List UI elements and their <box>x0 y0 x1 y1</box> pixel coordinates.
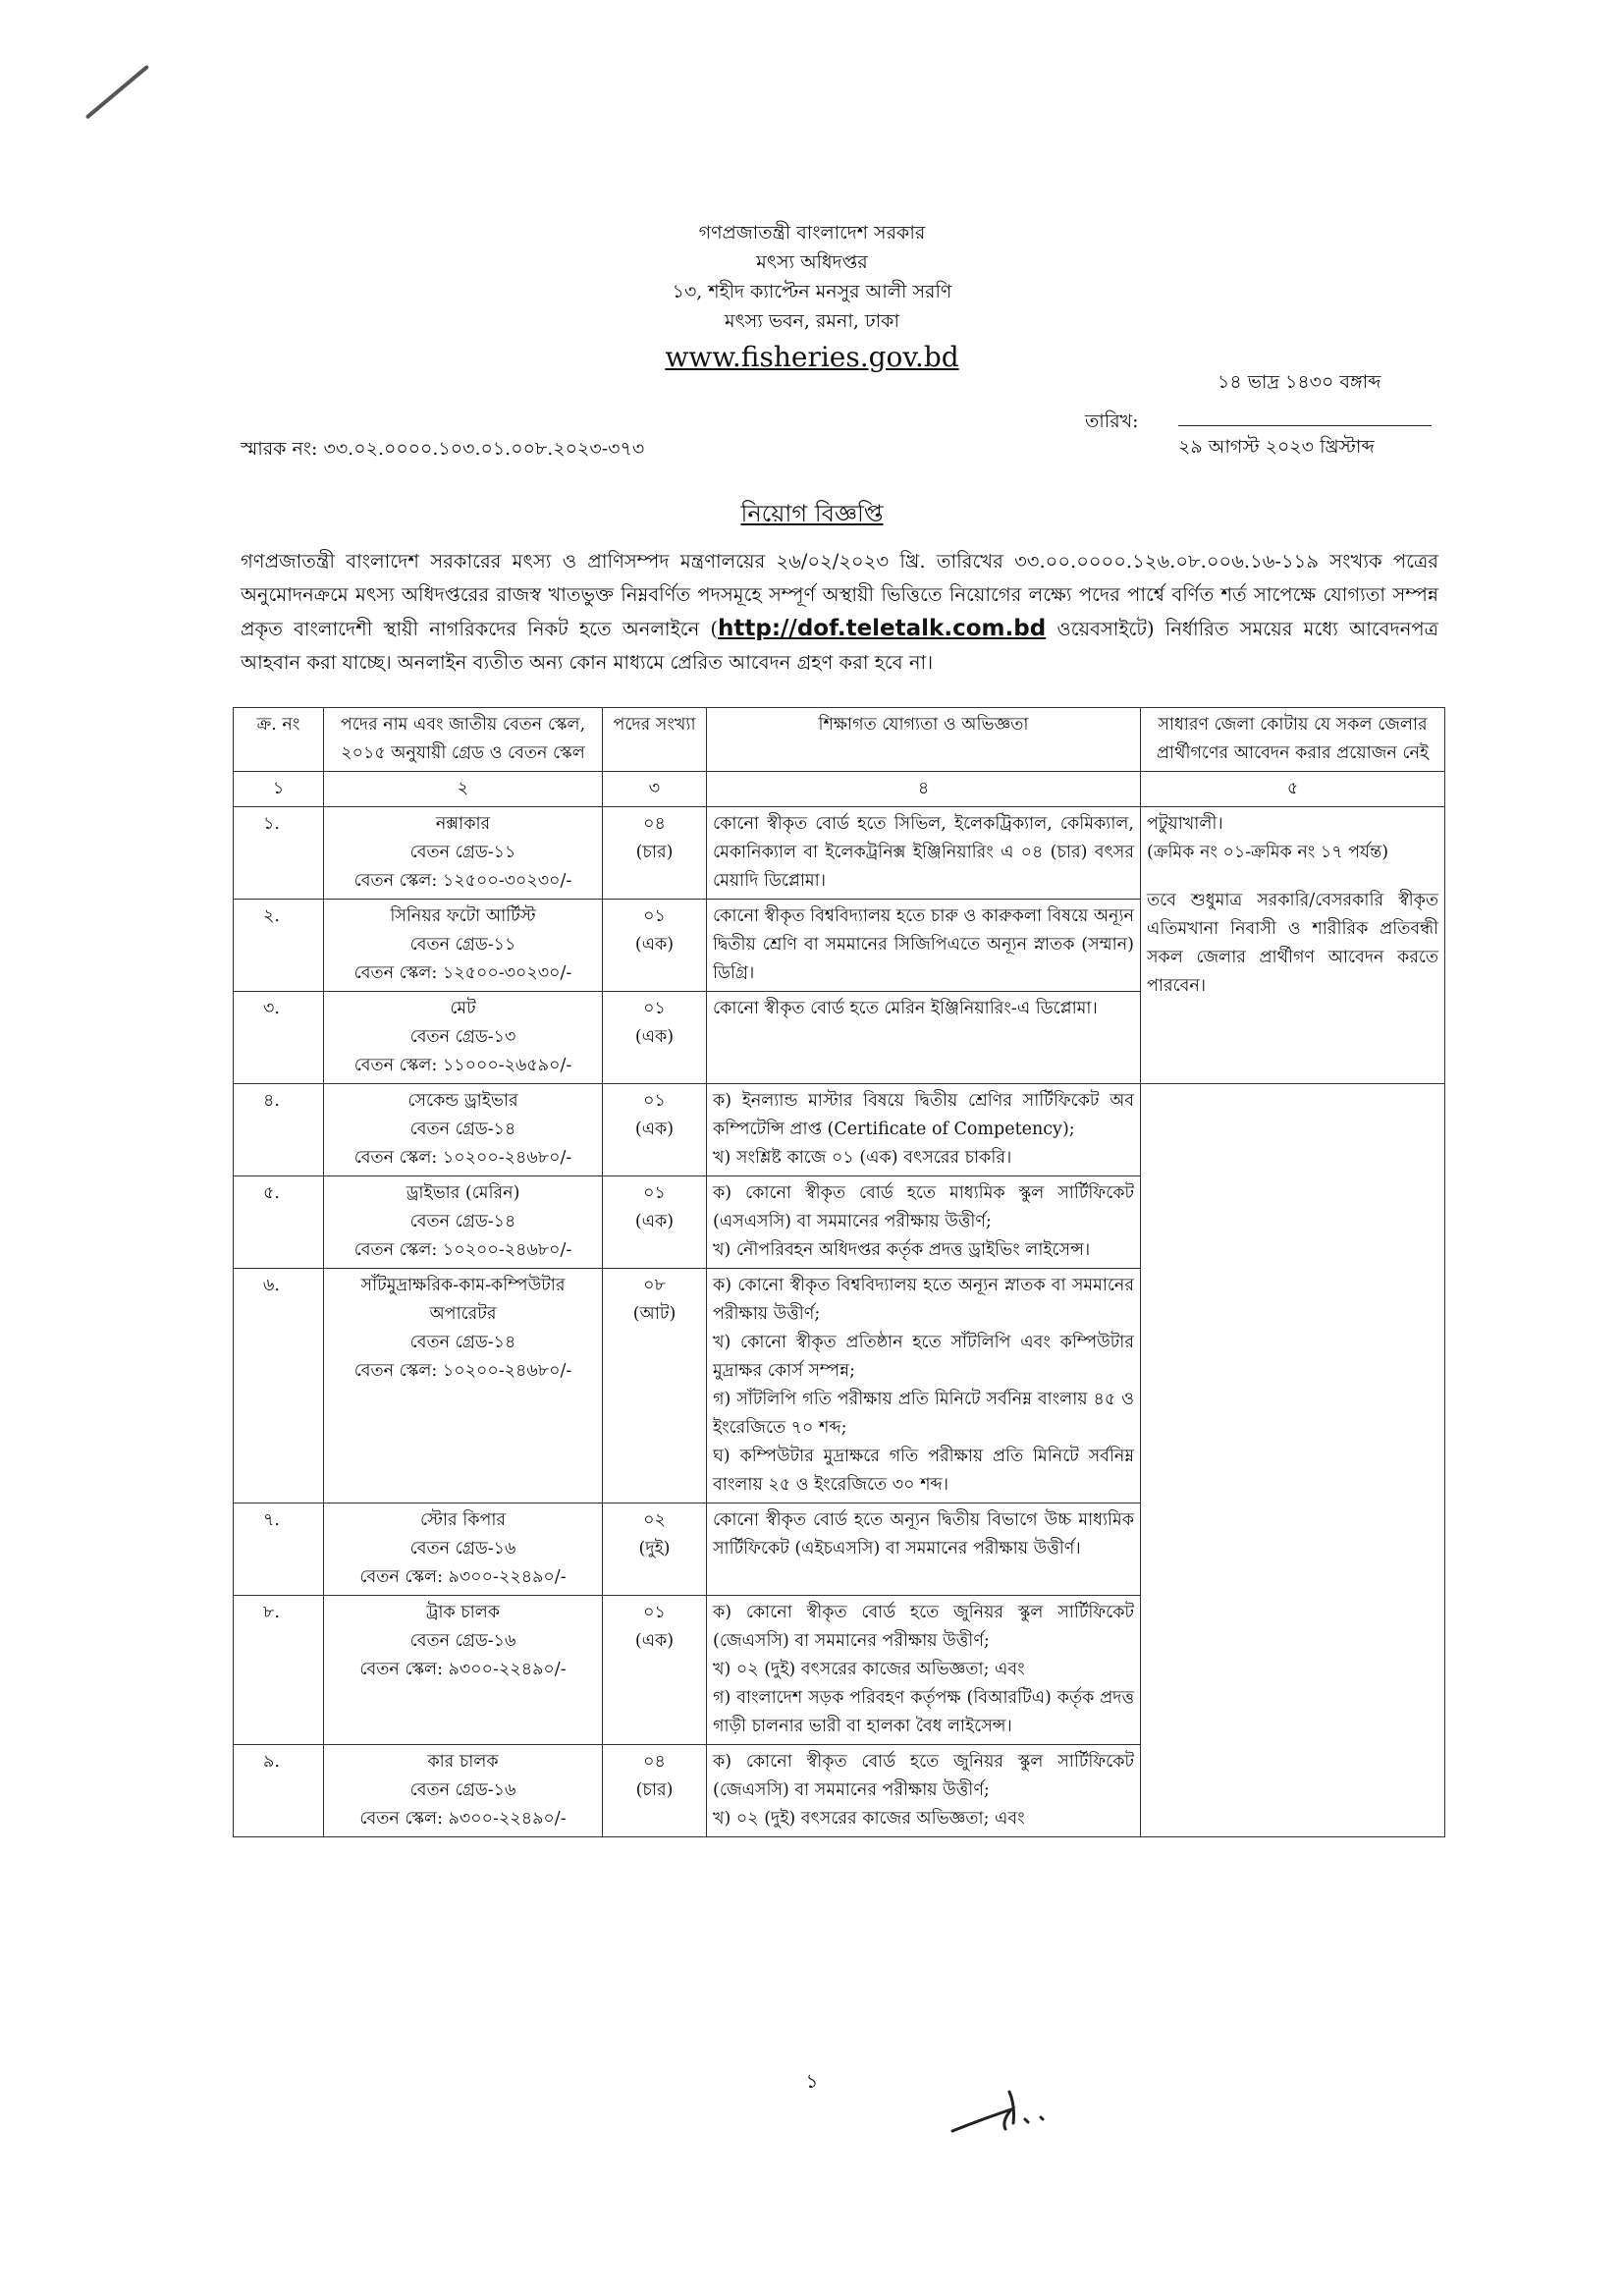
table-row <box>234 807 1445 900</box>
post-count: ০১ <box>643 1091 666 1111</box>
qualification-item: কোনো স্বীকৃত বোর্ড হতে মেরিন ইঞ্জিনিয়ারিং-এ ডিপ্লোমা। <box>713 999 1098 1018</box>
qualification-item: ক) কোনো স্বীকৃত বিশ্ববিদ্যালয় হতে অন্যূন স্নাতক বা সমমানের পরীক্ষায় উত্তীর্ণ; <box>713 1276 1134 1324</box>
post-count: ০১ <box>643 1603 666 1622</box>
row-count <box>603 1503 707 1596</box>
table-body <box>234 807 1445 1837</box>
date-gregorian: ২৯ আগস্ট ২০২৩ খ্রিস্টাব্দ <box>1178 436 1375 458</box>
row-qualification <box>707 1503 1141 1596</box>
qualification-item: ঘ) কম্পিউটার মুদ্রাক্ষরে গতি পরীক্ষায় প্রতি মিনিটে সর্বনিম্ন বাংলায় ২৫ ও ইংরেজিতে ৩০ শব্দ। <box>713 1447 1134 1495</box>
qualification-item: খ) কোনো স্বীকৃত প্রতিষ্ঠান হতে সাঁটলিপি এবং কম্পিউটার মুদ্রাক্ষর কোর্স সম্পন্ন; <box>713 1333 1134 1381</box>
qualification-item: ক) কোনো স্বীকৃত বোর্ড হতে জুনিয়র স্কুল সার্টিফিকেট (জেএসসি) বা সমমানের পরীক্ষায় উত্তীর্ণ; <box>713 1752 1134 1800</box>
row-qualification <box>707 900 1141 992</box>
post-scale: বেতন স্কেল: ১০২০০-২৪৬৮০/- <box>353 1148 572 1168</box>
post-grade: বেতন গ্রেড-১৪ <box>409 1212 516 1231</box>
table-row <box>234 1176 1445 1269</box>
address-line: ১৩, শহীদ ক্যাপ্টেন মনসুর আলী সরণি <box>672 281 952 302</box>
memo-number: স্মারক নং: ৩৩.০২.০০০০.১০৩.০১.০০৮.২০২৩-৩৭৩ <box>241 438 645 460</box>
quota-cell-empty <box>1141 1745 1445 1837</box>
qualification-item: খ) নৌপরিবহন অধিদপ্তর কর্তৃক প্রদত্ত ড্রাইভিং লাইসেন্স। <box>713 1240 1091 1260</box>
row-post <box>324 1176 603 1269</box>
qualification-item: খ) ০২ (দুই) বৎসরের কাজের অভিজ্ঞতা; এবং <box>713 1809 1025 1829</box>
row-qualification <box>707 1745 1141 1837</box>
qualification-item: কোনো স্বীকৃত বোর্ড হতে সিভিল, ইলেকট্রিক্যাল, কেমিক্যাল, মেকানিক্যাল বা ইলেকট্রনিক্স ইঞ্জিনিয়ারিং এ ০৪ (চার) বৎসর মেয়াদি ডিপ্লোমা। <box>713 814 1134 891</box>
date-bangla: ১৪ ভাদ্র ১৪৩০ বঙ্গাব্দ <box>1218 371 1381 393</box>
row-serial: ৯. <box>234 1745 324 1837</box>
quota-cell-empty <box>1141 1269 1445 1503</box>
posts-table <box>233 707 1445 1837</box>
row-count <box>603 1176 707 1269</box>
row-count <box>603 1084 707 1176</box>
header-quota: সাধারণ জেলা কোটায় যে সকল জেলার প্রার্থীগণের আবেদন করার প্রয়োজন নেই <box>1141 708 1445 772</box>
intro-text-1: গণপ্রজাতন্ত্রী বাংলাদেশ সরকারের মৎস্য ও প্রাণিসম্পদ মন্ত্রণালয়ের ২৬/০২/২০২৩ খ্রি. তারিখের ৩৩.০০.০০০০.১২৬.০৮.০০৬.১৬-১১৯ সংখ্যক পত্রের অনুমোদনক্রমে মৎস্য অধিদপ্তরের রাজস্ব খাতভুক্ত নিম্নবর্ণিত পদসমূহে সম্পূর্ণ অস্থায়ী ভিত্তিতে নিয়োগের লক্ষ্যে পদের পার্শ্বে বর্ণিত শর্ত সাপেক্ষে যোগ্যতা সম্পন্ন প্রকৃত বাংলাদেশী স্থায়ী নাগরিকদের নিকট হতে অনলাইনে ( <box>241 550 1438 640</box>
quota-serial-range: (ক্রমিক নং ০১-ক্রমিক নং ১৭ পর্যন্ত) <box>1147 843 1389 862</box>
qualification-item: কোনো স্বীকৃত বোর্ড হতে অন্যূন দ্বিতীয় বিভাগে উচ্চ মাধ্যমিক সার্টিফিকেট (এইচএসসি) বা সমমানের পরীক্ষায় উত্তীর্ণ। <box>713 1510 1134 1558</box>
column-number: ৪ <box>707 772 1141 807</box>
row-serial: ১. <box>234 807 324 900</box>
row-post <box>324 807 603 900</box>
quota-cell-empty <box>1141 1596 1445 1745</box>
table-row <box>234 1745 1445 1837</box>
row-qualification <box>707 807 1141 900</box>
table-row <box>234 1503 1445 1596</box>
post-grade: বেতন গ্রেড-১৪ <box>409 1333 516 1352</box>
post-post: সাঁটমুদ্রাক্ষরিক-কাম-কম্পিউটার অপারেটর <box>360 1276 566 1324</box>
intro-paragraph <box>241 545 1438 680</box>
post-post: সেকেন্ড ড্রাইভার <box>407 1091 518 1111</box>
post-count: ০১ <box>643 906 666 926</box>
post-scale: বেতন স্কেল: ১২৫০০-৩০২৩০/- <box>353 963 572 983</box>
post-count-words: (এক) <box>634 1212 675 1231</box>
post-count-words: (দুই) <box>638 1539 671 1558</box>
row-qualification <box>707 1269 1141 1503</box>
row-post <box>324 1745 603 1837</box>
post-grade: বেতন গ্রেড-১৩ <box>409 1027 516 1047</box>
notice-title: নিয়োগ বিজ্ঞপ্তি <box>740 500 884 527</box>
address-city: মৎস্য ভবন, রমনা, ঢাকা <box>725 310 899 332</box>
website-url: www.fisheries.gov.bd <box>665 341 959 373</box>
office-header <box>0 218 1624 375</box>
qualification-item: গ) সাঁটলিপি গতি পরীক্ষায় প্রতি মিনিটে সর্বনিম্ন বাংলায় ৪৫ ও ইংরেজিতে ৭০ শব্দ; <box>713 1390 1134 1438</box>
post-scale: বেতন স্কেল: ১০২০০-২৪৬৮০/- <box>353 1361 572 1381</box>
govt-name: গণপ্রজাতন্ত্রী বাংলাদেশ সরকার <box>698 222 926 244</box>
qualification-item: ক) ইনল্যান্ড মাস্টার বিষয়ে দ্বিতীয় শ্রেণির সার্টিফিকেট অব কম্পিটেন্সি প্রাপ্ত (Certificate of Competency); <box>713 1091 1134 1139</box>
row-count <box>603 900 707 992</box>
post-post: ট্রাক চালক <box>425 1603 501 1622</box>
row-serial: ৩. <box>234 992 324 1084</box>
row-qualification <box>707 992 1141 1084</box>
post-count-words: (চার) <box>635 1780 674 1800</box>
column-number-row <box>234 772 1445 807</box>
row-serial: ৪. <box>234 1084 324 1176</box>
row-post <box>324 900 603 992</box>
row-qualification <box>707 1084 1141 1176</box>
qualification-item: খ) সংশ্লিষ্ট কাজে ০১ (এক) বৎসরের চাকরি। <box>713 1148 1012 1168</box>
row-serial: ৫. <box>234 1176 324 1269</box>
department-name: মৎস্য অধিদপ্তর <box>756 251 868 273</box>
table-header-row <box>234 708 1445 772</box>
column-number: ৫ <box>1141 772 1445 807</box>
post-post: মেট <box>450 999 476 1018</box>
post-post: ড্রাইভার (মেরিন) <box>406 1183 520 1203</box>
post-count: ০১ <box>643 1183 666 1203</box>
row-post <box>324 1269 603 1503</box>
post-scale: বেতন স্কেল: ১০২০০-২৪৬৮০/- <box>353 1240 572 1260</box>
row-serial: ৬. <box>234 1269 324 1503</box>
quota-cell-empty <box>1141 1176 1445 1269</box>
row-serial: ৭. <box>234 1503 324 1596</box>
quota-cell-empty <box>1141 1503 1445 1596</box>
date-divider <box>1178 425 1432 426</box>
application-link[interactable]: http://dof.teletalk.com.bd <box>718 616 1047 641</box>
row-qualification <box>707 1596 1141 1745</box>
qualification-item: গ) বাংলাদেশ সড়ক পরিবহণ কর্তৃপক্ষ (বিআরটিএ) কর্তৃক প্রদত্ত গাড়ী চালনার ভারী বা হালকা বৈধ লাইসেন্স। <box>713 1688 1134 1736</box>
post-post: কার চালক <box>427 1752 499 1772</box>
post-grade: বেতন গ্রেড-১৬ <box>409 1539 516 1558</box>
date-label: তারিখ: <box>1085 410 1139 432</box>
table-row <box>234 1084 1445 1176</box>
quota-district: পটুয়াখালী। <box>1147 814 1223 834</box>
row-qualification <box>707 1176 1141 1269</box>
post-count-words: (এক) <box>634 1027 675 1047</box>
post-grade: বেতন গ্রেড-১৪ <box>409 1120 516 1139</box>
post-grade: বেতন গ্রেড-১১ <box>409 843 516 862</box>
post-count-words: (এক) <box>634 935 675 955</box>
qualification-item: খ) ০২ (দুই) বৎসরের কাজের অভিজ্ঞতা; এবং <box>713 1660 1025 1679</box>
post-count: ০৮ <box>643 1276 666 1295</box>
row-post <box>324 1596 603 1745</box>
row-post <box>324 1503 603 1596</box>
post-count-words: (এক) <box>634 1120 675 1139</box>
post-scale: বেতন স্কেল: ১১০০০-২৬৫৯০/- <box>353 1056 572 1075</box>
post-count: ০১ <box>643 999 666 1018</box>
signature-mark <box>943 2072 1070 2151</box>
row-count <box>603 1745 707 1837</box>
header-qualification: শিক্ষাগত যোগ্যতা ও অভিজ্ঞতা <box>707 708 1141 772</box>
post-grade: বেতন গ্রেড-১৬ <box>409 1780 516 1800</box>
post-count: ০৪ <box>643 814 666 834</box>
post-count-words: (আট) <box>632 1304 677 1324</box>
row-post <box>324 992 603 1084</box>
column-number: ৩ <box>603 772 707 807</box>
quota-exception: তবে শুধুমাত্র সরকারি/বেসরকারি স্বীকৃত এতিমখানা নিবাসী ও শারীরিক প্রতিবন্ধী সকল জেলার প্রার্থীগণ আবেদন করতে পারবেন। <box>1147 891 1438 996</box>
header-count: পদের সংখ্যা <box>603 708 707 772</box>
post-count-words: (এক) <box>634 1631 675 1651</box>
post-post: নক্সাকার <box>435 814 491 834</box>
post-scale: বেতন স্কেল: ৯৩০০-২২৪৯০/- <box>359 1567 567 1587</box>
post-post: সিনিয়র ফটো আর্টিস্ট <box>390 906 536 926</box>
header-post: পদের নাম এবং জাতীয় বেতন স্কেল, ২০১৫ অনুযায়ী গ্রেড ও বেতন স্কেল <box>324 708 603 772</box>
qualification-item: ক) কোনো স্বীকৃত বোর্ড হতে মাধ্যমিক স্কুল সার্টিফিকেট (এসএসসি) বা সমমানের পরীক্ষায় উত্তীর্ণ; <box>713 1183 1134 1231</box>
scan-mark <box>85 65 149 120</box>
quota-cell <box>1141 807 1445 1084</box>
row-post <box>324 1084 603 1176</box>
table-row <box>234 1269 1445 1503</box>
quota-cell-empty <box>1141 1084 1445 1176</box>
post-grade: বেতন গ্রেড-১১ <box>409 935 516 955</box>
post-scale: বেতন স্কেল: ১২৫০০-৩০২৩০/- <box>353 871 572 891</box>
intro-text-2: ওয়েবসাইটে) নির্ধারিত সময়ের মধ্যে আবেদনপত্র আহবান করা যাচ্ছে। অনলাইন ব্যতীত অন্য কোন মাধ্যমে প্রেরিত আবেদন গ্রহণ করা হবে না। <box>241 618 1438 674</box>
column-number: ১ <box>234 772 324 807</box>
row-serial: ৮. <box>234 1596 324 1745</box>
post-scale: বেতন স্কেল: ৯৩০০-২২৪৯০/- <box>359 1809 567 1829</box>
row-serial: ২. <box>234 900 324 992</box>
row-count <box>603 807 707 900</box>
row-count <box>603 1596 707 1745</box>
table-row <box>234 1596 1445 1745</box>
qualification-item: ক) কোনো স্বীকৃত বোর্ড হতে জুনিয়র স্কুল সার্টিফিকেট (জেএসসি) বা সমমানের পরীক্ষায় উত্তীর্ণ; <box>713 1603 1134 1651</box>
qualification-item: কোনো স্বীকৃত বিশ্ববিদ্যালয় হতে চারু ও কারুকলা বিষয়ে অন্যূন দ্বিতীয় শ্রেণি বা সমমানের সিজিপিএতে অন্যূন স্নাতক (সম্মান) ডিগ্রি। <box>713 906 1134 983</box>
column-number: ২ <box>324 772 603 807</box>
post-count-words: (চার) <box>635 843 674 862</box>
row-count <box>603 1269 707 1503</box>
post-grade: বেতন গ্রেড-১৬ <box>409 1631 516 1651</box>
page-number: ১ <box>805 2069 819 2093</box>
post-scale: বেতন স্কেল: ৯৩০০-২২৪৯০/- <box>359 1660 567 1679</box>
row-count <box>603 992 707 1084</box>
header-serial: ক্র. নং <box>234 708 324 772</box>
post-count: ০৪ <box>643 1752 666 1772</box>
post-count: ০২ <box>643 1510 666 1530</box>
post-post: স্টোর কিপার <box>419 1510 507 1530</box>
